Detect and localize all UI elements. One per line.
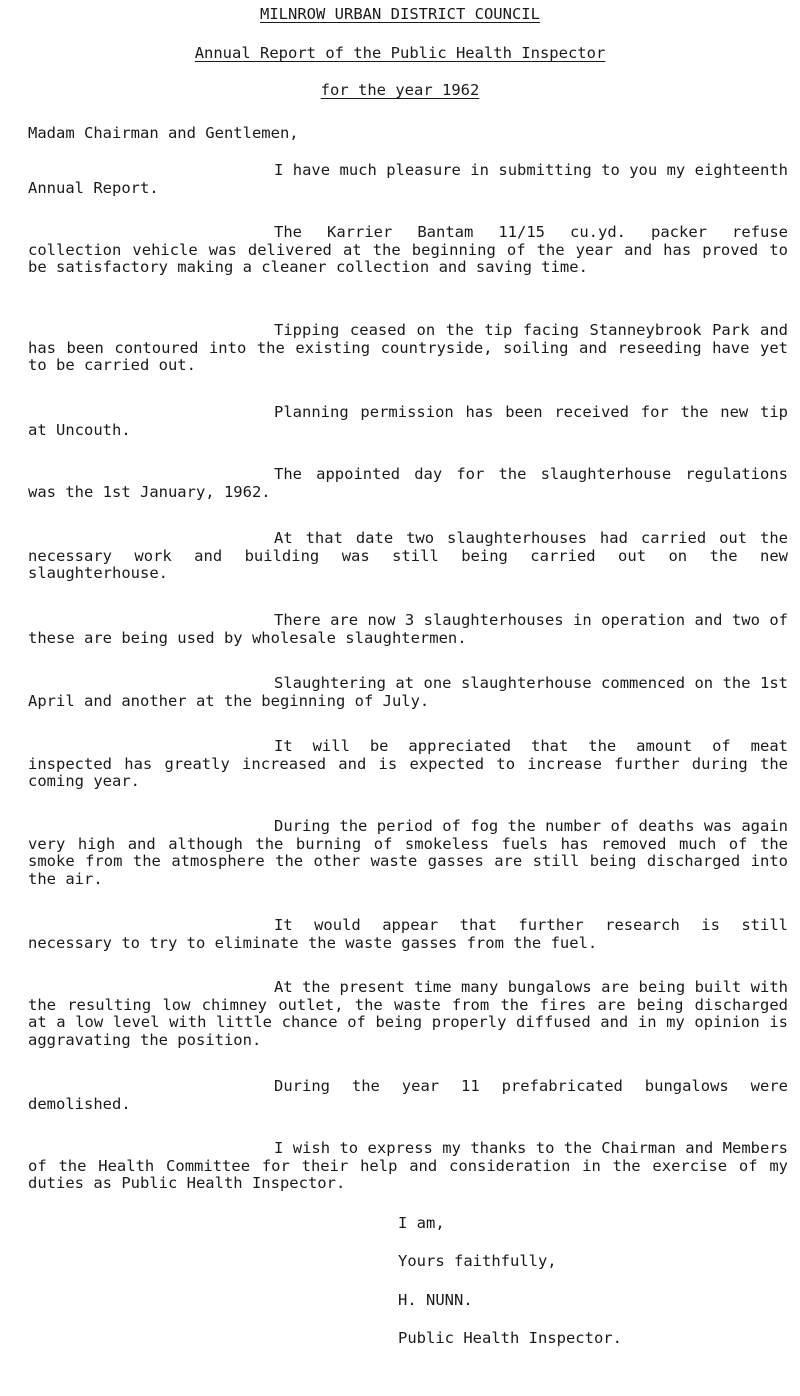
paragraph-5-text: The appointed day for the slaughterhouse regulations was the 1st January, 1962. <box>28 465 788 501</box>
report-title: Annual Report of the Public Health Inspector <box>194 44 606 62</box>
paragraph-13-text: During the year 11 prefabricated bungalows were demolished. <box>28 1077 788 1113</box>
paragraph-8-text: Slaughtering at one slaughterhouse commenced on the 1st April and another at the beginning of July. <box>28 674 788 710</box>
paragraph-4 <box>28 404 788 439</box>
signatory-title: Public Health Inspector. <box>398 1329 622 1347</box>
paragraph-5 <box>28 466 788 501</box>
paragraph-1 <box>28 162 788 197</box>
signatory-name: H. NUNN. <box>398 1291 473 1309</box>
paragraph-14 <box>28 1140 788 1193</box>
paragraph-10 <box>28 818 788 888</box>
report-year-line <box>0 80 800 100</box>
paragraph-2 <box>28 224 788 277</box>
report-title-line <box>0 43 800 63</box>
closing-line: I am, <box>398 1214 445 1232</box>
paragraph-1-text: I have much pleasure in submitting to you my eighteenth Annual Report. <box>28 161 788 197</box>
paragraph-11 <box>28 917 788 952</box>
paragraph-12 <box>28 979 788 1049</box>
paragraph-8 <box>28 675 788 710</box>
paragraph-9-text: It will be appreciated that the amount of meat inspected has greatly increased and is expected to increase further during the coming year. <box>28 737 788 790</box>
paragraph-12-text: At the present time many bungalows are being built with the resulting low chimney outlet, the waste from the fires are being discharged at a low level with little chance of being properly diffused and in my opinion is aggravating the position. <box>28 978 788 1049</box>
paragraph-6 <box>28 530 788 583</box>
paragraph-7 <box>28 612 788 647</box>
council-name: MILNROW URBAN DISTRICT COUNCIL <box>260 5 540 23</box>
paragraph-9 <box>28 738 788 791</box>
paragraph-4-text: Planning permission has been received for the new tip at Uncouth. <box>28 403 788 439</box>
paragraph-2-text: The Karrier Bantam 11/15 cu.yd. packer refuse collection vehicle was delivered at the beginning of the year and has proved to be satisfactory making a cleaner collection and saving time. <box>28 223 788 276</box>
salutation: Madam Chairman and Gentlemen, <box>28 124 299 142</box>
council-heading <box>0 4 800 24</box>
paragraph-14-text: I wish to express my thanks to the Chairman and Members of the Health Committee for their help and consideration in the exercise of my duties as Public Health Inspector. <box>28 1139 788 1192</box>
valediction: Yours faithfully, <box>398 1252 557 1270</box>
report-year: for the year 1962 <box>320 81 480 99</box>
paragraph-7-text: There are now 3 slaughterhouses in operation and two of these are being used by wholesale slaughtermen. <box>28 611 788 647</box>
paragraph-13 <box>28 1078 788 1113</box>
paragraph-10-text: During the period of fog the number of deaths was again very high and although the burning of smokeless fuels has removed much of the smoke from the atmosphere the other waste gasses are still being discharged into the air. <box>28 817 788 888</box>
paragraph-6-text: At that date two slaughterhouses had carried out the necessary work and building was still being carried out on the new slaughterhouse. <box>28 529 788 582</box>
paragraph-3-text: Tipping ceased on the tip facing Stanneybrook Park and has been contoured into the existing countryside, soiling and reseeding have yet to be carried out. <box>28 321 788 374</box>
paragraph-11-text: It would appear that further research is still necessary to try to eliminate the waste gasses from the fuel. <box>28 916 788 952</box>
paragraph-3 <box>28 322 788 375</box>
